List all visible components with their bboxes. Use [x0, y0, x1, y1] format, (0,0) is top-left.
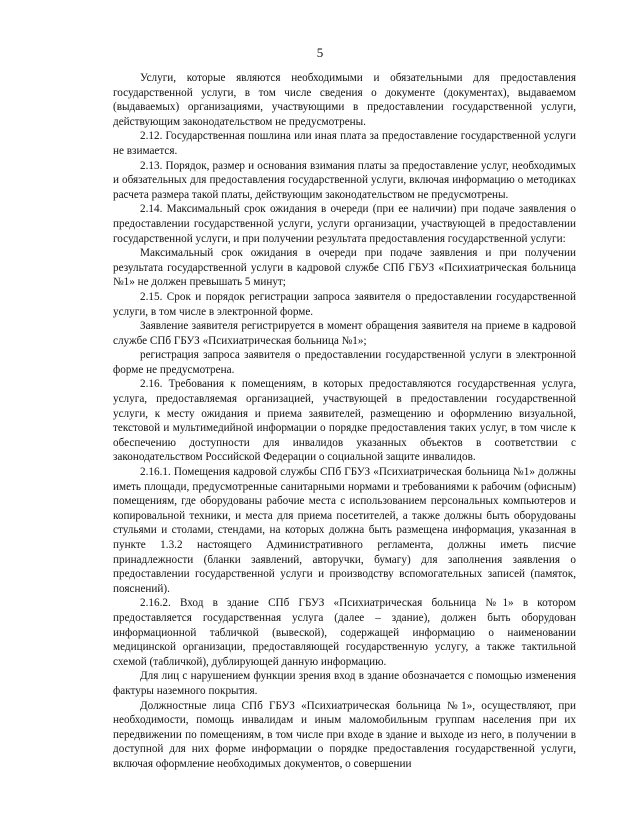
page-number: 5: [316, 45, 324, 60]
paragraph-2-16-2: 2.16.2. Вход в здание СПб ГБУЗ «Психиатрическая больница №1» в котором предоставляется государственная услуга (далее – здание), должен быть оборудован информационной табличкой (вывеской), содержащей информацию о наименовании медицинской организации, предоставляющей государственную услугу, а также тактильной схемой (табличкой), дублирующей данную информацию.: [113, 597, 576, 668]
paragraph-2-15: 2.15. Срок и порядок регистрации запроса заявителя о предоставлении государственной услуги, в том числе в электронной форме.: [113, 290, 576, 318]
paragraph-registration: Заявление заявителя регистрируется в момент обращения заявителя на приеме в кадровой службе СПб ГБУЗ «Психиатрическая больница №1»;: [113, 320, 576, 347]
document-body: [113, 71, 576, 772]
paragraph-visual-impairment: Для лиц с нарушением функции зрения вход в здание обозначается с помощью изменения фактуры наземного покрытия.: [113, 670, 576, 697]
paragraph-2-14: 2.14. Максимальный срок ожидания в очереди (при ее наличии) при подаче заявления о предоставлении государственной услуги, услуги организации, участвующей в предоставлении государственной услуги, и при получении результата предоставления государственной услуги:: [113, 203, 576, 245]
paragraph-related-services: Услуги, которые являются необходимыми и обязательными для предоставления государственной услуги, в том числе сведения о документе (документах), выдаваемом (выдаваемых) организациями, участвующими в предоставлении государственной услуги, действующим законодательством не предусмотрены.: [113, 72, 576, 128]
paragraph-waiting-time: Максимальный срок ожидания в очереди при подаче заявления и при получении результата государственной услуги в кадровой службе СПб ГБУЗ «Психиатрическая больница №1» не должен превышать 5 минут;: [113, 247, 576, 289]
paragraph-2-16: 2.16. Требования к помещениям, в которых предоставляются государственная услуга, услуга, предоставляемая организацией, участвующей в предоставлении государственной услуги, к месту ожидания и приема заявителей, размещению и оформлению визуальной, текстовой и мультимедийной информации о порядке предоставления таких услуг, в том числе к обеспечению доступности для инвалидов указанных объектов в соответствии с законодательством Российской Федерации о социальной защите инвалидов.: [113, 378, 576, 464]
paragraph-officials-assistance: Должностные лица СПб ГБУЗ «Психиатрическая больница №1», осуществляют, при необходимости, помощь инвалидам и иным маломобильным группам населения при их передвижении по помещениям, в том числе при входе в здание и выходе из него, в получении в доступной для них форме информации о порядке предоставления государственной услуги, включая оформление необходимых документов, о совершении: [113, 699, 576, 770]
paragraph-2-12: 2.12. Государственная пошлина или иная плата за предоставление государственной услуги не взимается.: [113, 130, 576, 157]
paragraph-electronic-registration: регистрация запроса заявителя о предоставлении государственной услуги в электронной форме не предусмотрена.: [113, 349, 576, 376]
paragraph-2-13: 2.13. Порядок, размер и основания взимания платы за предоставление услуг, необходимых и обязательных для предоставления государственной услуги, включая информацию о методиках расчета размера такой платы, действующим законодательством не предусмотрены.: [113, 159, 576, 201]
paragraph-2-16-1: 2.16.1. Помещения кадровой службы СПб ГБУЗ «Психиатрическая больница №1» должны иметь площади, предусмотренные санитарными нормами и требованиями к рабочим (офисным) помещениям, где оборудованы рабочие места с использованием персональных компьютеров и копировальной техники, и места для приема посетителей, а также должны быть оборудованы стульями и столами, стендами, на которых должна быть размещена информация, указанная в пункте 1.3.2 настоящего Административного регламента, должны иметь писчие принадлежности (бланки заявлений, авторучки, бумагу) для заполнения заявления о предоставлении государственной услуги и производству вспомогательных записей (памяток, пояснений).: [113, 466, 576, 595]
